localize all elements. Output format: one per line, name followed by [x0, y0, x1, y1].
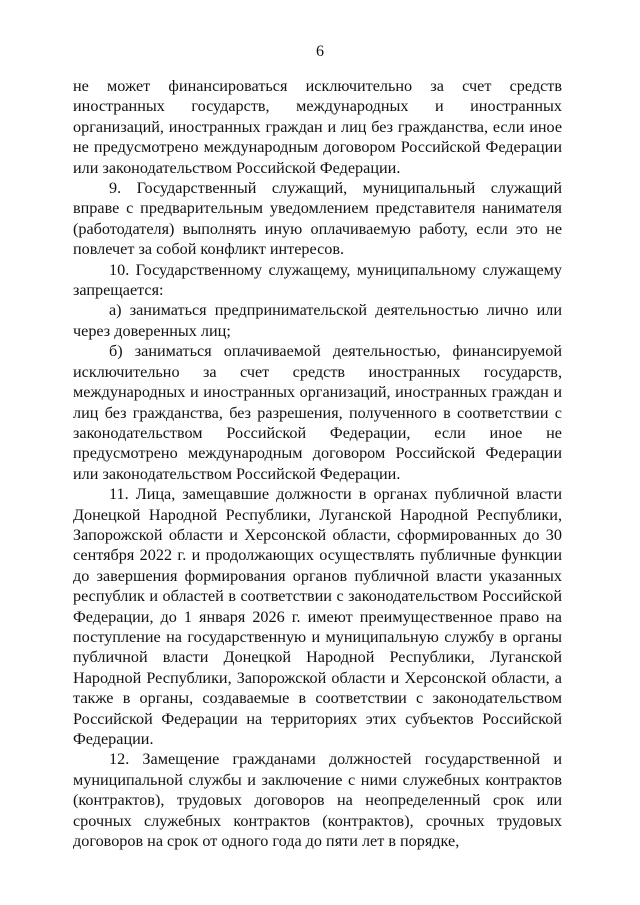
- paragraph-item-10a: а) заниматься предпринимательской деятельностью лично или через доверенных лиц;: [73, 301, 562, 340]
- paragraph-item-12: 12. Замещение гражданами должностей государственной и муниципальной службы и заключение с ними служебных контрактов (контрактов), трудовых договоров на неопределенный срок или срочных служебных контрактов (контрактов), срочных трудовых договоров на срок от одного года до пяти лет в порядке,: [73, 750, 562, 851]
- page-number: 6: [316, 43, 324, 60]
- paragraph-continuation: не может финансироваться исключительно за счет средств иностранных государств, международных и иностранных организаций, иностранных граждан и лиц без гражданства, если иное не предусмотрено международным договором Российской Федерации или законодательством Российской Федерации.: [73, 77, 562, 177]
- document-body: [73, 76, 562, 851]
- paragraph-item-10b: б) заниматься оплачиваемой деятельностью, финансируемой исключительно за счет средств иностранных государств, международных и иностранных организаций, иностранных граждан и лиц без гражданства, без разрешения, полученного в соответствии с законодательством Российской Федерации, если иное не предусмотрено международным договором Российской Федерации или законодательством Российской Федерации.: [73, 342, 562, 483]
- paragraph-item-11: 11. Лица, замещавшие должности в органах публичной власти Донецкой Народной Республики, Луганской Народной Республики, Запорожской области и Херсонской области, сформированных до 30 сентября 2022 г. и продолжающих осуществлять публичные функции до завершения формирования органов публичной власти указанных республик и областей в соответствии с законодательством Российской Федерации, до 1 января 2026 г. имеют преимущественное право на поступление на государственную и муниципальную службу в органы публичной власти Донецкой Народной Республики, Луганской Народной Республики, Запорожской области и Херсонской области, а также в органы, создаваемые в соответствии с законодательством Российской Федерации на территориях этих субъектов Российской Федерации.: [73, 485, 562, 748]
- paragraph-item-9: 9. Государственный служащий, муниципальный служащий вправе с предварительным уведомлением представителя нанимателя (работодателя) выполнять иную оплачиваемую работу, если это не повлечет за собой конфликт интересов.: [73, 179, 562, 259]
- paragraph-item-10: 10. Государственному служащему, муниципальному служащему запрещается:: [73, 260, 562, 300]
